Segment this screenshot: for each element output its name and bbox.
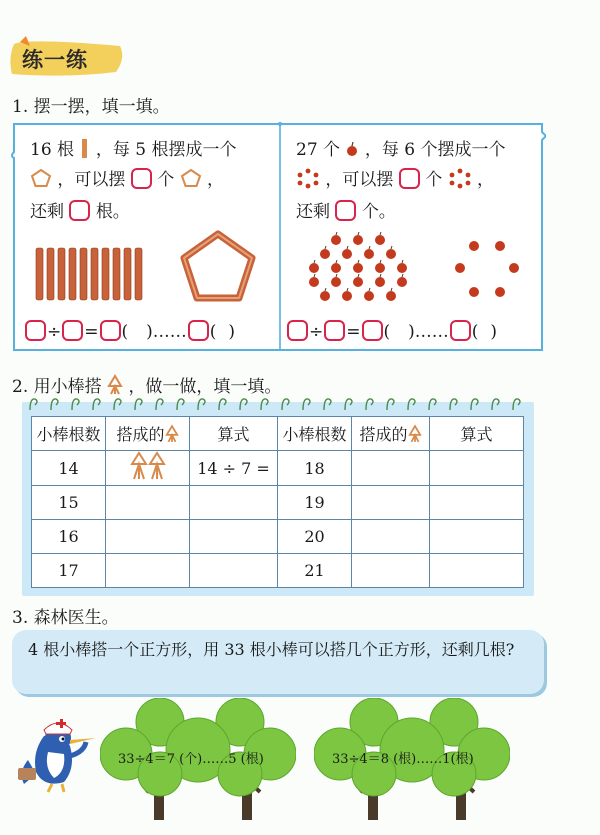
answer-box[interactable] — [188, 320, 209, 341]
stick-count-cell: 21 — [278, 554, 352, 588]
stick — [102, 248, 109, 300]
apple — [309, 277, 319, 287]
apples-pile-illustration — [300, 232, 416, 306]
woodpecker-doctor-illustration — [14, 712, 102, 794]
shape-cell[interactable] — [106, 451, 190, 486]
formula-cell[interactable] — [190, 486, 278, 520]
header-shape: 搭成的 — [352, 417, 430, 451]
stick-count-cell: 16 — [32, 520, 106, 554]
q1-left-equation: ÷ = ( )…… ( ) — [24, 320, 235, 342]
stick — [124, 248, 131, 300]
apple — [375, 235, 385, 245]
header-stick-count: 小棒根数 — [278, 417, 352, 451]
apple-icon — [345, 141, 359, 157]
stick — [36, 248, 43, 300]
q2-title: 2. 用小棒搭 ，做一做，填一填。 — [12, 372, 281, 397]
q1-right-line1: 27 个 ，每 6 个摆成一个 — [296, 140, 506, 160]
answer-box[interactable] — [362, 320, 383, 341]
q2-table-card — [22, 402, 534, 596]
stick-icon — [82, 139, 87, 158]
q1-title: 1. 摆一摆，填一填。 — [12, 97, 170, 117]
formula-cell[interactable] — [430, 554, 524, 588]
apple — [353, 263, 363, 273]
q1-right-equation: ÷ = ( )…… ( ) — [286, 320, 497, 342]
apple — [331, 263, 341, 273]
apple — [353, 277, 363, 287]
stick-count-cell: 20 — [278, 520, 352, 554]
apple — [331, 277, 341, 287]
apple — [397, 277, 407, 287]
header-formula: 算式 — [190, 417, 278, 451]
section-title: 练一练 — [22, 48, 88, 72]
apple — [331, 235, 341, 245]
formula-cell[interactable] — [430, 520, 524, 554]
apple — [364, 249, 374, 259]
apple — [342, 291, 352, 301]
pentagon-icon — [30, 168, 52, 188]
q2-table — [31, 416, 524, 588]
answer-box[interactable] — [62, 320, 83, 341]
q1-left-line3: 还剩 根。 — [30, 202, 130, 222]
apple — [375, 277, 385, 287]
stick — [135, 248, 142, 300]
sticks-illustration — [34, 246, 146, 302]
table-row — [32, 554, 524, 588]
stick-count-cell: 14 — [32, 451, 106, 486]
formula-cell[interactable] — [190, 520, 278, 554]
stick — [91, 248, 98, 300]
apple — [364, 291, 374, 301]
answer-box[interactable] — [100, 320, 121, 341]
answer-box[interactable] — [25, 320, 46, 341]
table-row — [32, 451, 524, 486]
shape-cell[interactable] — [352, 520, 430, 554]
shape-cell[interactable] — [352, 554, 430, 588]
answer-box[interactable] — [287, 320, 308, 341]
q1-right-line2: ，可以摆 个 ， — [296, 166, 494, 195]
stick — [58, 248, 65, 300]
answer-box[interactable] — [131, 168, 152, 189]
triangle-stick-icon — [165, 424, 179, 444]
stick — [113, 248, 120, 300]
stick-count-cell: 19 — [278, 486, 352, 520]
tree-1-answer: 33÷4＝7 (个)……5 (根) — [118, 752, 264, 767]
table-header-row — [32, 417, 524, 451]
answer-box[interactable] — [450, 320, 471, 341]
q1-right-line3: 还剩 个。 — [296, 202, 396, 222]
header-shape: 搭成的 — [106, 417, 190, 451]
shape-cell[interactable] — [352, 451, 430, 486]
apple — [386, 249, 396, 259]
apple-ring-illustration — [452, 236, 522, 302]
apple-ring-icon — [296, 167, 320, 189]
shape-cell[interactable] — [352, 486, 430, 520]
apple — [320, 291, 330, 301]
triangle-stick-icon — [408, 424, 422, 444]
table-row — [32, 486, 524, 520]
formula-cell[interactable] — [190, 554, 278, 588]
spiral-binding — [22, 396, 534, 412]
stick-count-cell: 17 — [32, 554, 106, 588]
header-formula: 算式 — [430, 417, 524, 451]
apple — [375, 263, 385, 273]
shape-cell[interactable] — [106, 520, 190, 554]
answer-box[interactable] — [399, 168, 420, 189]
pentagon-illustration — [178, 228, 258, 304]
shape-cell[interactable] — [106, 486, 190, 520]
apple-ring-icon — [448, 167, 472, 189]
pentagon-icon — [180, 168, 202, 188]
apple — [386, 291, 396, 301]
header-stick-count: 小棒根数 — [32, 417, 106, 451]
q1-left-line1: 16 根 ，每 5 根摆成一个 — [30, 140, 237, 160]
q3-prompt-text: 4 根小棒搭一个正方形，用 33 根小棒可以搭几个正方形，还剩几根? — [28, 640, 515, 659]
tree-2-answer: 33÷4＝8 (根)……1(根) — [332, 752, 474, 767]
apple — [397, 263, 407, 273]
two-triangles-icon — [129, 451, 167, 481]
answer-box[interactable] — [69, 200, 90, 221]
apple — [309, 263, 319, 273]
shape-cell[interactable] — [106, 554, 190, 588]
formula-cell[interactable] — [430, 451, 524, 486]
q3-title: 3. 森林医生。 — [12, 608, 119, 628]
formula-cell[interactable]: 14 ÷ 7 = — [190, 451, 278, 486]
answer-box[interactable] — [324, 320, 345, 341]
triangle-stick-icon — [107, 374, 123, 396]
table-row — [32, 520, 524, 554]
formula-cell[interactable] — [430, 486, 524, 520]
stick-count-cell: 15 — [32, 486, 106, 520]
q1-left-line2: ，可以摆 个 ， — [30, 166, 224, 195]
apple — [320, 249, 330, 259]
stick-count-cell: 18 — [278, 451, 352, 486]
stick — [80, 248, 87, 300]
stick — [69, 248, 76, 300]
apple — [353, 235, 363, 245]
stick — [47, 248, 54, 300]
answer-box[interactable] — [335, 200, 356, 221]
apple — [342, 249, 352, 259]
